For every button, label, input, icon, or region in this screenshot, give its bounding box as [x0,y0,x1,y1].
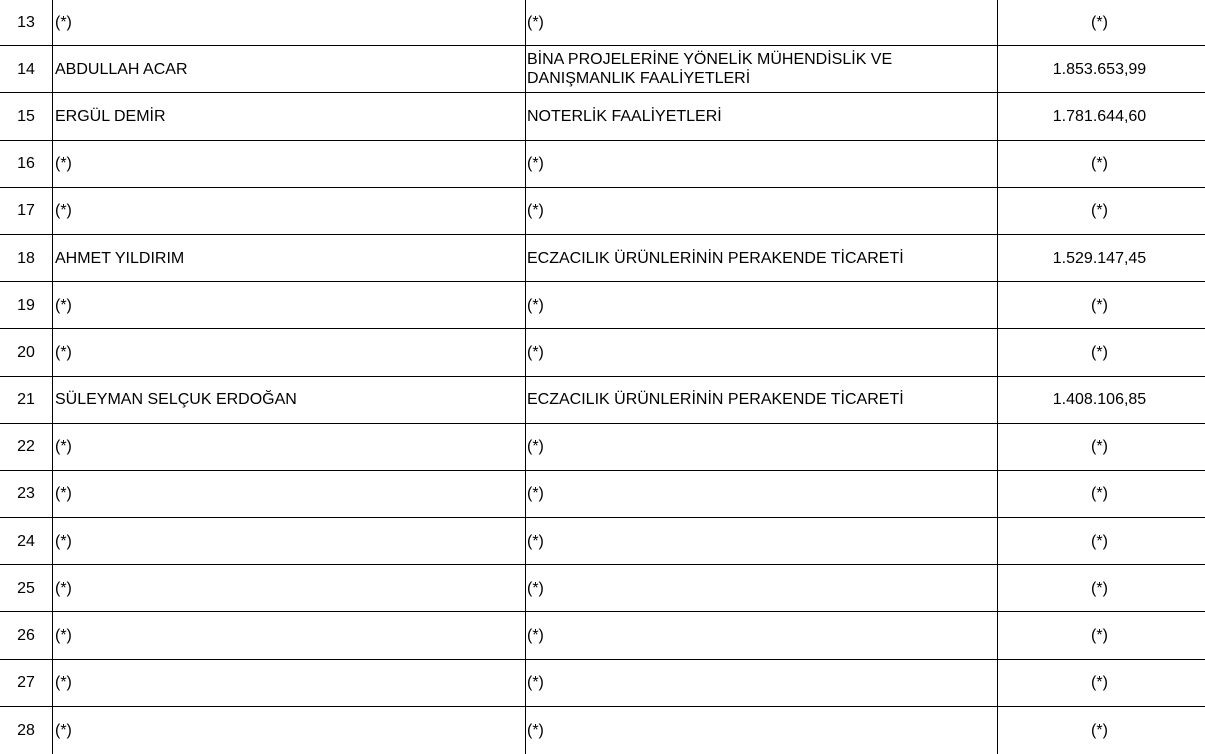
declared-amount: (*) [997,660,1205,706]
activity-description [525,471,997,517]
activity-text: (*) [527,579,544,597]
row-number: 23 [17,485,35,503]
taxpayer-name-text: (*) [55,202,72,220]
taxpayer-name [52,0,525,45]
taxpayer-name [52,188,525,234]
activity-text: (*) [527,202,544,220]
activity-description [525,377,997,423]
table-row [0,93,1205,140]
declared-amount: (*) [997,612,1205,658]
row-number: 25 [17,579,35,597]
table-row [0,141,1205,188]
activity-description [525,141,997,187]
taxpayer-name [52,565,525,611]
taxpayer-name [52,707,525,754]
row-number: 16 [17,155,35,173]
activity-description [525,188,997,234]
taxpayer-name-text: (*) [55,627,72,645]
taxpayer-name-text: ERGÜL DEMİR [55,107,166,125]
taxpayer-name [52,329,525,375]
row-number: 14 [17,60,35,78]
activity-description [525,0,997,45]
activity-text: (*) [527,627,544,645]
taxpayer-name-text: (*) [55,343,72,361]
table-row [0,46,1205,93]
activity-text: (*) [527,296,544,314]
table-row [0,0,1205,46]
taxpayer-name-text: (*) [55,532,72,550]
table-row [0,424,1205,471]
declared-amount: (*) [997,424,1205,470]
taxpayer-name [52,46,525,92]
row-number: 15 [17,107,35,125]
table-row [0,612,1205,659]
taxpayer-name [52,424,525,470]
row-number: 18 [17,249,35,267]
activity-text: ECZACILIK ÜRÜNLERİNİN PERAKENDE TİCARETİ [527,249,904,267]
row-number: 20 [17,343,35,361]
declared-amount: (*) [997,141,1205,187]
taxpayer-name [52,141,525,187]
taxpayer-name-text: AHMET YILDIRIM [55,249,185,267]
taxpayer-name-text: (*) [55,155,72,173]
row-number: 22 [17,438,35,456]
taxpayer-name-text: (*) [55,438,72,456]
activity-description [525,518,997,564]
table-row [0,188,1205,235]
taxpayer-name [52,282,525,328]
declared-amount: (*) [997,329,1205,375]
row-number: 17 [17,202,35,220]
activity-description [525,282,997,328]
taxpayer-name-text: (*) [55,296,72,314]
declared-amount: (*) [997,0,1205,45]
declared-amount: (*) [997,518,1205,564]
table-row [0,660,1205,707]
activity-text: (*) [527,485,544,503]
declared-amount: 1.529.147,45 [997,235,1205,281]
row-number: 24 [17,532,35,550]
activity-text: (*) [527,532,544,550]
table-row [0,329,1205,376]
taxpayer-name-text: (*) [55,485,72,503]
activity-text: ECZACILIK ÜRÜNLERİNİN PERAKENDE TİCARETİ [527,391,904,409]
declared-amount: (*) [997,282,1205,328]
table-row [0,235,1205,282]
taxpayer-name [52,518,525,564]
activity-description [525,565,997,611]
activity-description [525,329,997,375]
taxpayer-name-text: SÜLEYMAN SELÇUK ERDOĞAN [55,391,297,409]
row-number: 19 [17,296,35,314]
taxpayer-name [52,471,525,517]
table-row [0,471,1205,518]
activity-text: BİNA PROJELERİNE YÖNELİK MÜHENDİSLİK VE DANIŞMANLIK FAALİYETLERİ [527,51,893,88]
declared-amount: (*) [997,188,1205,234]
table-row [0,377,1205,424]
row-number: 27 [17,674,35,692]
taxpayer-name-text: (*) [55,579,72,597]
table-row [0,282,1205,329]
declared-amount: (*) [997,707,1205,754]
declared-amount: 1.853.653,99 [997,46,1205,92]
taxpayer-name [52,93,525,139]
activity-description [525,707,997,754]
row-number: 28 [17,721,35,739]
taxpayer-name-text: ABDULLAH ACAR [55,60,188,78]
activity-text: (*) [527,721,544,739]
activity-text: (*) [527,674,544,692]
activity-description [525,235,997,281]
row-number: 13 [17,13,35,31]
taxpayer-name [52,235,525,281]
activity-text: NOTERLİK FAALİYETLERİ [527,107,722,125]
activity-text: (*) [527,343,544,361]
activity-text: (*) [527,13,544,31]
activity-description [525,93,997,139]
table-row [0,707,1205,754]
taxpayer-name-text: (*) [55,721,72,739]
activity-description [525,46,997,92]
activity-description [525,612,997,658]
declared-amount: 1.408.106,85 [997,377,1205,423]
taxpayer-name-text: (*) [55,13,72,31]
declared-amount: (*) [997,471,1205,517]
activity-description [525,424,997,470]
row-number: 26 [17,627,35,645]
table-row [0,565,1205,612]
activity-description [525,660,997,706]
taxpayer-name [52,377,525,423]
declared-amount: (*) [997,565,1205,611]
activity-text: (*) [527,155,544,173]
table-row [0,518,1205,565]
declared-amount: 1.781.644,60 [997,93,1205,139]
taxpayer-name [52,660,525,706]
taxpayer-name [52,612,525,658]
activity-text: (*) [527,438,544,456]
row-number: 21 [17,391,35,409]
taxpayer-name-text: (*) [55,674,72,692]
